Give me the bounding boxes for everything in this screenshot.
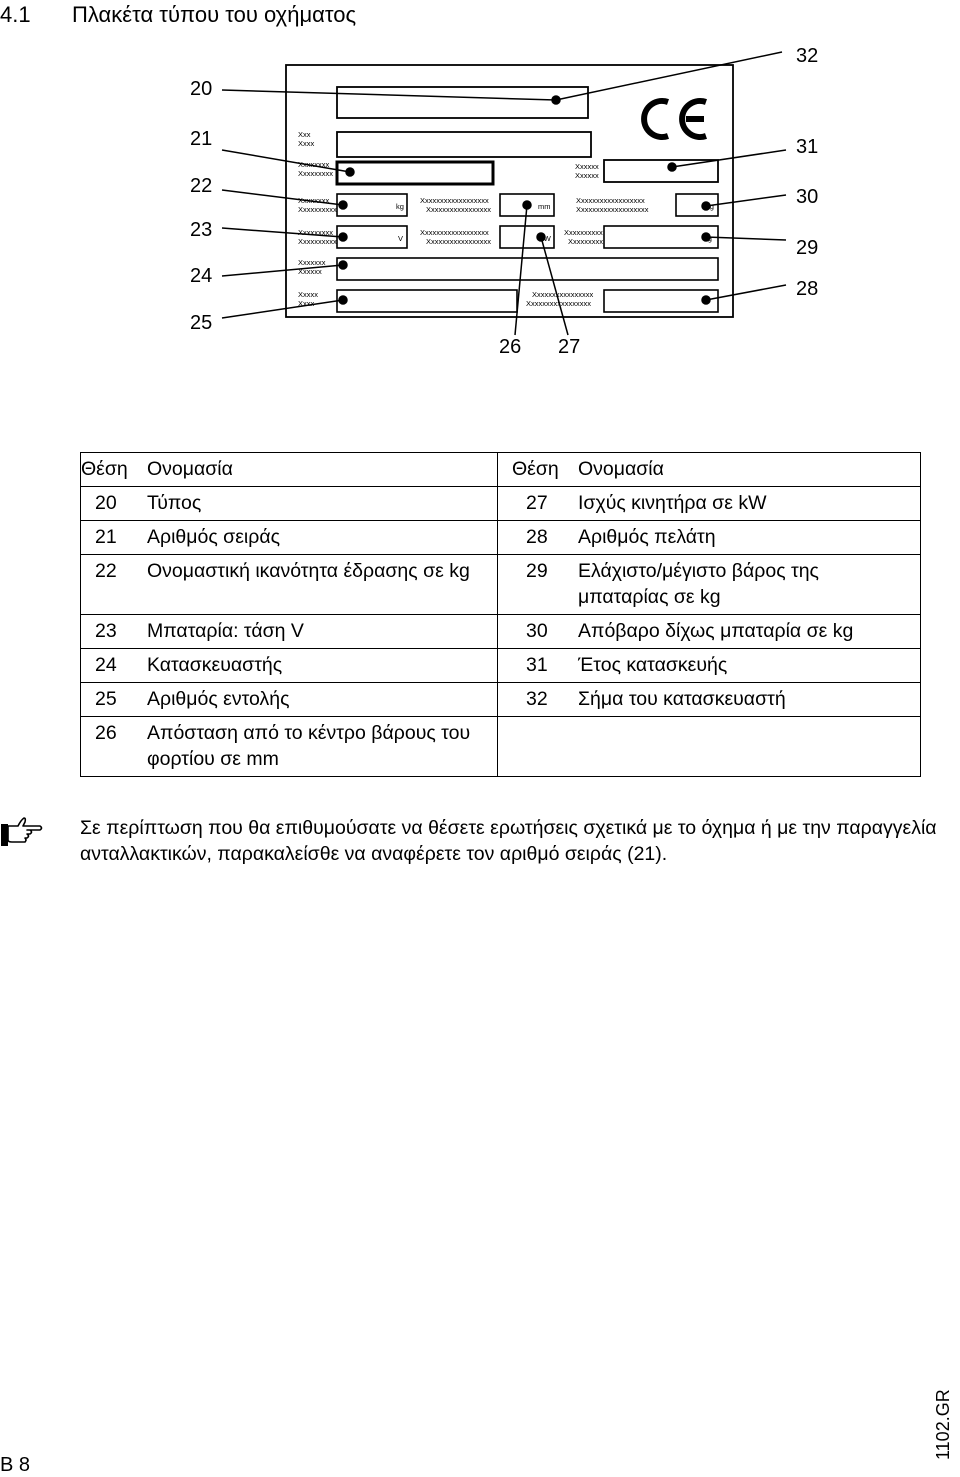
col-header-pos: Θέση (512, 458, 559, 480)
plate-text: Xxxxxxxxxxxxxxxxxx Xxxxxxxxxxxxxxxxx (420, 228, 492, 246)
callout-27: 27 (558, 336, 581, 358)
table-row: 23 Μπαταρία: τάση V 30 Απόβαρο δίχως μπαταρία σε kg (81, 615, 921, 649)
page-number: B 8 (0, 1454, 31, 1476)
callout-29: 29 (796, 237, 819, 259)
table-row: 20 Τύπος 27 Ισχύς κινητήρα σε kW (81, 487, 921, 521)
plate-text: Xxxxxxxx Xxxxxxxxxx (298, 196, 337, 214)
section-number: 4.1 (0, 2, 31, 27)
plate-field-manufacturer (337, 258, 718, 280)
callout-25: 25 (190, 312, 213, 334)
plate-unit-kg: kg (396, 202, 404, 211)
plate-text: Xxxxxxxxx Xxxxxxxxxx (298, 228, 337, 246)
note-text: Σε περίπτωση που θα επιθυμούσατε να θέσετε ερωτήσεις σχετικά με το όχημα ή με την παραγγελία ανταλλακτικών, παρακαλείσθε να αναφέρετε τον αριθμό σειράς (21). (80, 817, 937, 865)
plate-field-type (337, 87, 588, 118)
plate-text: Xxxxxxxxxxxxxxxx Xxxxxxxxxxxxxxxxx (526, 290, 594, 308)
plate-field-battery-weight (604, 226, 718, 248)
plate-unit-v: V (398, 234, 404, 243)
plate-text: Xxxxxxxx Xxxxxxxxx (298, 160, 334, 178)
plate-text: Xxxxxxxxxxxxxxxxxx Xxxxxxxxxxxxxxxxxxx (576, 196, 649, 214)
callout-20: 20 (190, 78, 213, 100)
plate-unit-kg: kg (704, 234, 712, 243)
plate-text: Xxxxxx Xxxxxx (575, 162, 599, 180)
callout-31: 31 (796, 136, 819, 158)
plate-unit-kg: kg (706, 202, 714, 211)
table-row: 22 Ονομαστική ικανότητα έδρασης σε kg 29 Ελάχιστο/μέγιστο βάρος της μπαταρίας σε kg (81, 555, 921, 615)
callout-24: 24 (190, 265, 213, 287)
plate-field-serial (337, 132, 591, 157)
callout-26: 26 (499, 336, 522, 358)
legend-table (80, 452, 921, 777)
table-row: 21 Αριθμός σειράς 28 Αριθμός πελάτη (81, 521, 921, 555)
callout-23: 23 (190, 219, 213, 241)
ce-mark-icon (644, 101, 706, 137)
plate-text: Xxxxxxx Xxxxxx (298, 258, 326, 276)
col-header-name: Ονομασία (578, 458, 664, 480)
plate-field-customer (604, 290, 718, 312)
col-header-pos: Θέση (81, 458, 128, 480)
table-row: 24 Κατασκευαστής 31 Έτος κατασκευής (81, 649, 921, 683)
plate-text: Xxxxx Xxxx (298, 290, 319, 308)
callout-30: 30 (796, 186, 819, 208)
table-row: 26 Απόσταση από το κέντρο βάρους του φορτίου σε mm (81, 717, 921, 777)
callout-21: 21 (190, 128, 213, 150)
callout-28: 28 (796, 278, 819, 300)
section-title: Πλακέτα τύπου του οχήματος (72, 2, 357, 27)
callout-32: 32 (796, 45, 819, 67)
table-row: 25 Αριθμός εντολής 32 Σήμα του κατασκευαστή (81, 683, 921, 717)
plate-unit-mm: mm (538, 202, 551, 211)
plate-field-order (337, 290, 517, 312)
table-header-row (81, 453, 921, 487)
plate-text: Xxxxxxxxxx Xxxxxxxxx (564, 228, 604, 246)
pointing-hand-icon (0, 816, 44, 850)
plate-field-serial-bold (337, 162, 493, 184)
plate-text: Xxxxxxxxxxxxxxxxxx Xxxxxxxxxxxxxxxxx (420, 196, 492, 214)
callout-22: 22 (190, 175, 213, 197)
document-code: 1102.GR (933, 1389, 953, 1460)
col-header-name: Ονομασία (147, 458, 233, 480)
plate-unit-kw: kW (540, 234, 551, 243)
plate-text: Xxx Xxxx (298, 130, 315, 148)
